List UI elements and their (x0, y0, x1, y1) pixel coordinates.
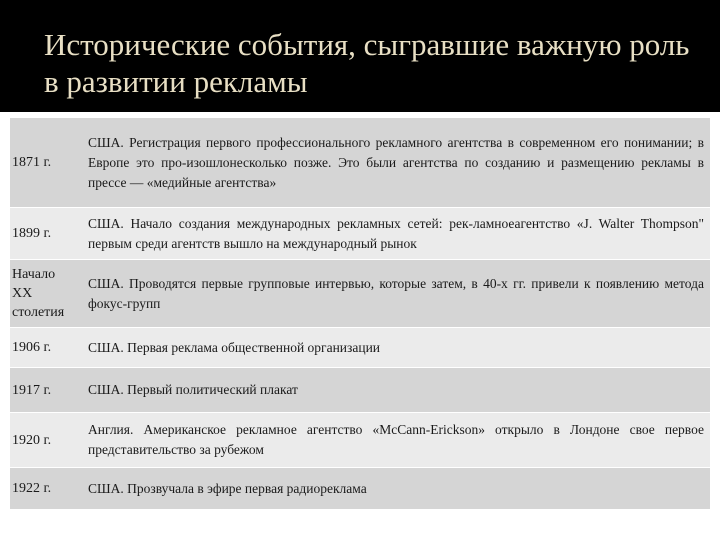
event-description: Англия. Американское рекламное агентство «McCann-Erickson» открыло в Лондоне свое первое представительство за рубежом (88, 422, 704, 457)
event-year: 1871 г. (12, 155, 52, 170)
event-year: 1899 г. (12, 226, 52, 241)
event-year: 1917 г. (12, 382, 52, 398)
table-row (10, 368, 710, 413)
event-year: 1922 г. (12, 481, 52, 496)
event-year: Начало XX столетия (12, 267, 65, 320)
slide-title: Исторические события, сыгравшие важную роль в развитии рекламы (44, 27, 690, 99)
table-row (10, 468, 710, 510)
event-year: 1906 г. (12, 340, 52, 355)
event-description: США. Прозвучала в эфире первая радиореклама (88, 480, 367, 496)
table-row (10, 208, 710, 260)
event-description: США. Начало создания международных рекламных сетей: рек-ламноеагентство «J. Walter Thompson" первым среди агентств вышло на международный рынок (88, 215, 704, 251)
title-bar (0, 0, 720, 112)
table-row (10, 413, 710, 468)
table-row (10, 260, 710, 328)
events-table (10, 118, 710, 510)
table-row (10, 328, 710, 368)
event-description: США. Первый политический плакат (88, 382, 298, 397)
event-description: США. Проводятся первые групповые интервью, которые затем, в 40-х гг. привели к появлению метода фокус-групп (88, 275, 704, 311)
event-year: 1920 г. (12, 432, 52, 448)
table-row (10, 118, 710, 208)
event-description: США. Первая реклама общественной организации (88, 339, 381, 355)
event-description: США. Регистрация первого профессионального рекламного агентства в современном его понимании; в Европе это про-изошлонесколько позже. Это были агентства по созданию и размещению рекламы в прессе — «медийные агентства» (88, 134, 704, 190)
